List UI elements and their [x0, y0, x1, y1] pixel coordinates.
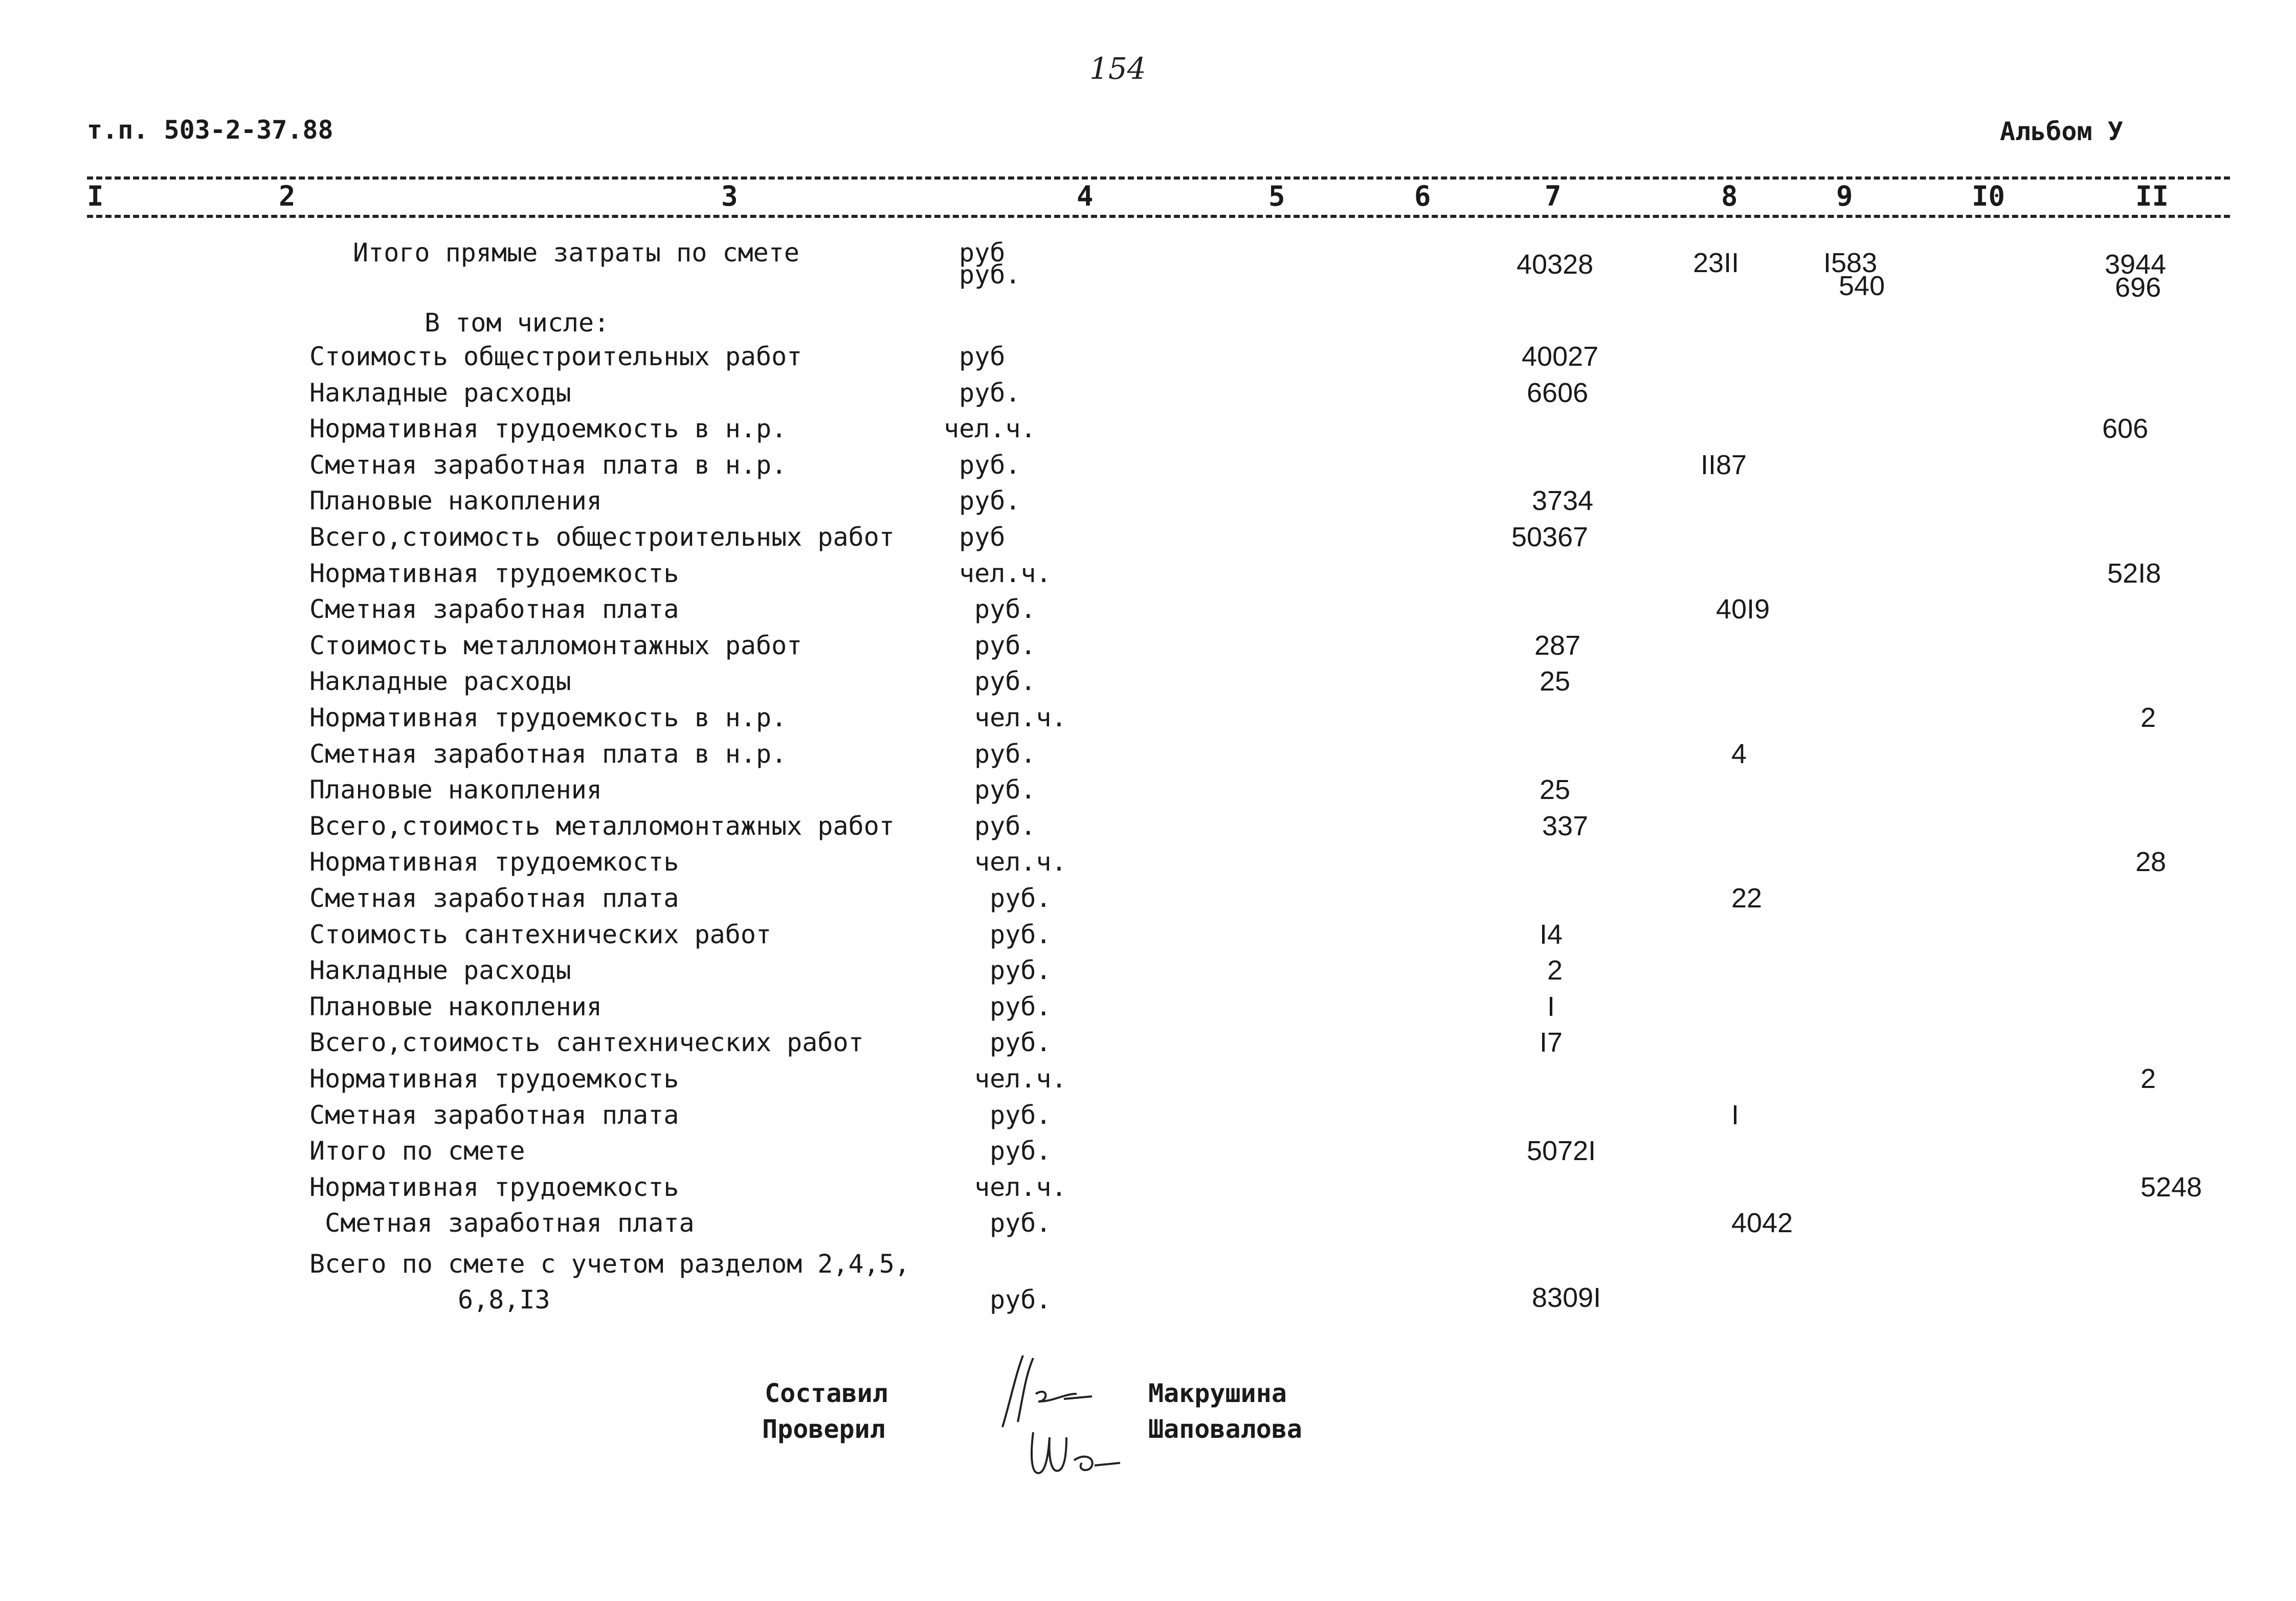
summary-col7: 40328 [1517, 249, 1594, 280]
final-label-line2: 6,8,I3 [458, 1285, 550, 1315]
table-row [0, 664, 2296, 700]
row-col11: 2 [2141, 702, 2156, 733]
col-number-1: I [87, 180, 104, 212]
summary-col9-b: 540 [1839, 271, 1885, 301]
row-label: Нормативная трудоемкость [309, 1064, 679, 1094]
row-label: Всего,стоимость сантехнических работ [309, 1028, 864, 1058]
col-number-8: 8 [1721, 180, 1738, 212]
row-unit: руб. [959, 450, 1021, 480]
table-row [0, 448, 2296, 484]
row-col7: 25 [1540, 666, 1571, 697]
row-unit: чел.ч. [974, 847, 1067, 877]
row-unit: руб. [974, 775, 1036, 805]
table-row [0, 484, 2296, 520]
table-row [0, 953, 2296, 989]
row-label: Нормативная трудоемкость [309, 1172, 679, 1202]
row-col8: 4 [1731, 738, 1747, 769]
row-label: Сметная заработная плата [309, 883, 679, 913]
row-unit: руб. [990, 991, 1052, 1021]
album-label: Альбом У [2000, 117, 2123, 146]
row-label: Стоимость металломонтажных работ [309, 630, 803, 660]
table-row [0, 340, 2296, 375]
table-row [0, 845, 2296, 881]
row-label: Нормативная трудоемкость [309, 847, 679, 877]
summary-col11-b: 696 [2115, 272, 2161, 303]
table-row [0, 809, 2296, 845]
table-row [0, 1026, 2296, 1061]
row-col8: II87 [1701, 449, 1747, 480]
row-label: Сметная заработная плата в н.р. [309, 450, 787, 480]
row-label: Сметная заработная плата [309, 1100, 679, 1130]
table-row [0, 592, 2296, 628]
signature-compiled [987, 1345, 1110, 1432]
row-label: Сметная заработная плата [309, 1208, 695, 1238]
summary-unit-2: руб. [959, 260, 1021, 290]
row-col7: 2 [1547, 955, 1563, 986]
summary-col8: 23II [1693, 248, 1740, 278]
row-col11: 28 [2135, 847, 2167, 878]
summary-label: Итого прямые затраты по смете [353, 238, 799, 268]
row-label: Плановые накопления [309, 486, 602, 516]
summary-unit-1: руб [959, 238, 1006, 268]
table-row [0, 881, 2296, 917]
row-col8: I [1731, 1099, 1740, 1130]
summary-col11-a: 3944 [2105, 249, 2167, 280]
row-col11: 52I8 [2107, 558, 2161, 589]
final-label-line1: Всего по смете с учетом разделом 2,4,5, [309, 1249, 910, 1279]
col-number-11: II [2135, 180, 2169, 212]
row-label: Нормативная трудоемкость в н.р. [309, 414, 787, 444]
row-unit: руб. [959, 486, 1021, 516]
row-col7: 5072I [1527, 1136, 1596, 1167]
compiled-name: Макрушина [1148, 1378, 1287, 1408]
page-number: 154 [1089, 51, 1146, 86]
row-unit: руб. [990, 1100, 1052, 1130]
row-col7: 50367 [1511, 522, 1589, 552]
row-unit: чел.ч. [974, 703, 1067, 732]
table-row [0, 1134, 2296, 1170]
row-label: Нормативная трудоемкость [309, 558, 679, 588]
row-label: Накладные расходы [309, 377, 571, 408]
row-unit: руб. [974, 811, 1036, 841]
row-unit: руб. [959, 377, 1021, 408]
col-number-5: 5 [1268, 180, 1285, 212]
row-unit: руб. [974, 666, 1036, 697]
row-unit: руб. [974, 594, 1036, 625]
col-number-6: 6 [1414, 180, 1431, 212]
row-label: Нормативная трудоемкость в н.р. [309, 703, 787, 732]
row-unit: чел.ч. [974, 1064, 1067, 1094]
row-unit: руб [959, 522, 1006, 552]
table-row [0, 1098, 2296, 1134]
row-col8: 4042 [1731, 1208, 1793, 1239]
col-number-10: I0 [1972, 180, 2005, 212]
row-label: Стоимость общестроительных работ [309, 342, 803, 371]
checked-label: Проверил [762, 1414, 885, 1444]
table-row [0, 520, 2296, 556]
row-col7: 40027 [1522, 341, 1599, 372]
row-label: Стоимость сантехнических работ [309, 919, 772, 949]
row-col7: 6606 [1527, 377, 1589, 408]
row-unit: руб. [974, 739, 1036, 769]
col-number-4: 4 [1077, 180, 1094, 212]
row-unit: чел.ч. [959, 558, 1052, 588]
document-code: т.п. 503-2-37.88 [87, 115, 333, 145]
col-number-7: 7 [1545, 180, 1562, 212]
row-col7: 337 [1542, 810, 1589, 841]
row-unit: чел.ч. [974, 1172, 1067, 1202]
final-col7: 8309I [1532, 1282, 1601, 1313]
table-row [0, 376, 2296, 412]
table-row [0, 1206, 2296, 1242]
table-row [0, 557, 2296, 592]
row-label: Всего,стоимость общестроительных работ [309, 522, 895, 552]
row-col7: I7 [1540, 1027, 1563, 1058]
compiled-label: Составил [765, 1378, 888, 1408]
row-col7: 25 [1540, 774, 1571, 806]
row-unit: руб. [990, 919, 1052, 949]
col-number-2: 2 [279, 180, 296, 212]
row-unit: руб. [990, 1136, 1052, 1166]
row-label: Плановые накопления [309, 775, 602, 805]
row-unit: руб. [990, 1208, 1052, 1238]
row-label: Итого по смете [309, 1136, 525, 1166]
row-unit: чел.ч. [944, 414, 1036, 444]
row-unit: руб. [974, 630, 1036, 660]
col-number-9: 9 [1836, 180, 1853, 212]
row-col8: 40I9 [1716, 594, 1770, 625]
header-bottom-rule [87, 215, 2230, 218]
row-col7: 3734 [1532, 485, 1594, 517]
row-label: Сметная заработная плата [309, 594, 679, 625]
row-col7: I4 [1540, 919, 1563, 950]
row-unit: руб. [990, 1028, 1052, 1058]
table-row [0, 412, 2296, 448]
row-col7: I [1547, 991, 1555, 1022]
row-col11: 606 [2102, 413, 2149, 444]
summary-col9-a: I583 [1823, 248, 1878, 278]
table-row [0, 1062, 2296, 1098]
row-label: Плановые накопления [309, 991, 602, 1021]
col-number-3: 3 [721, 180, 738, 212]
final-unit: руб. [990, 1285, 1052, 1315]
table-row [0, 773, 2296, 809]
signature-checked [1018, 1422, 1141, 1488]
row-label: Накладные расходы [309, 666, 571, 697]
row-col11: 5248 [2141, 1171, 2202, 1203]
header-top-rule [87, 176, 2230, 180]
table-row [0, 737, 2296, 773]
row-col7: 287 [1534, 630, 1581, 661]
table-row [0, 918, 2296, 953]
table-row [0, 701, 2296, 737]
table-row [0, 990, 2296, 1026]
subheading: В том числе: [425, 308, 610, 338]
row-unit: руб [959, 342, 1006, 371]
row-col11: 2 [2141, 1063, 2156, 1094]
row-unit: руб. [990, 955, 1052, 986]
table-row [0, 629, 2296, 664]
row-label: Всего,стоимость металломонтажных работ [309, 811, 895, 841]
checked-name: Шаповалова [1148, 1414, 1303, 1444]
row-label: Сметная заработная плата в н.р. [309, 739, 787, 769]
table-row [0, 1170, 2296, 1206]
row-label: Накладные расходы [309, 955, 571, 986]
row-unit: руб. [990, 883, 1052, 913]
row-col8: 22 [1731, 883, 1763, 914]
